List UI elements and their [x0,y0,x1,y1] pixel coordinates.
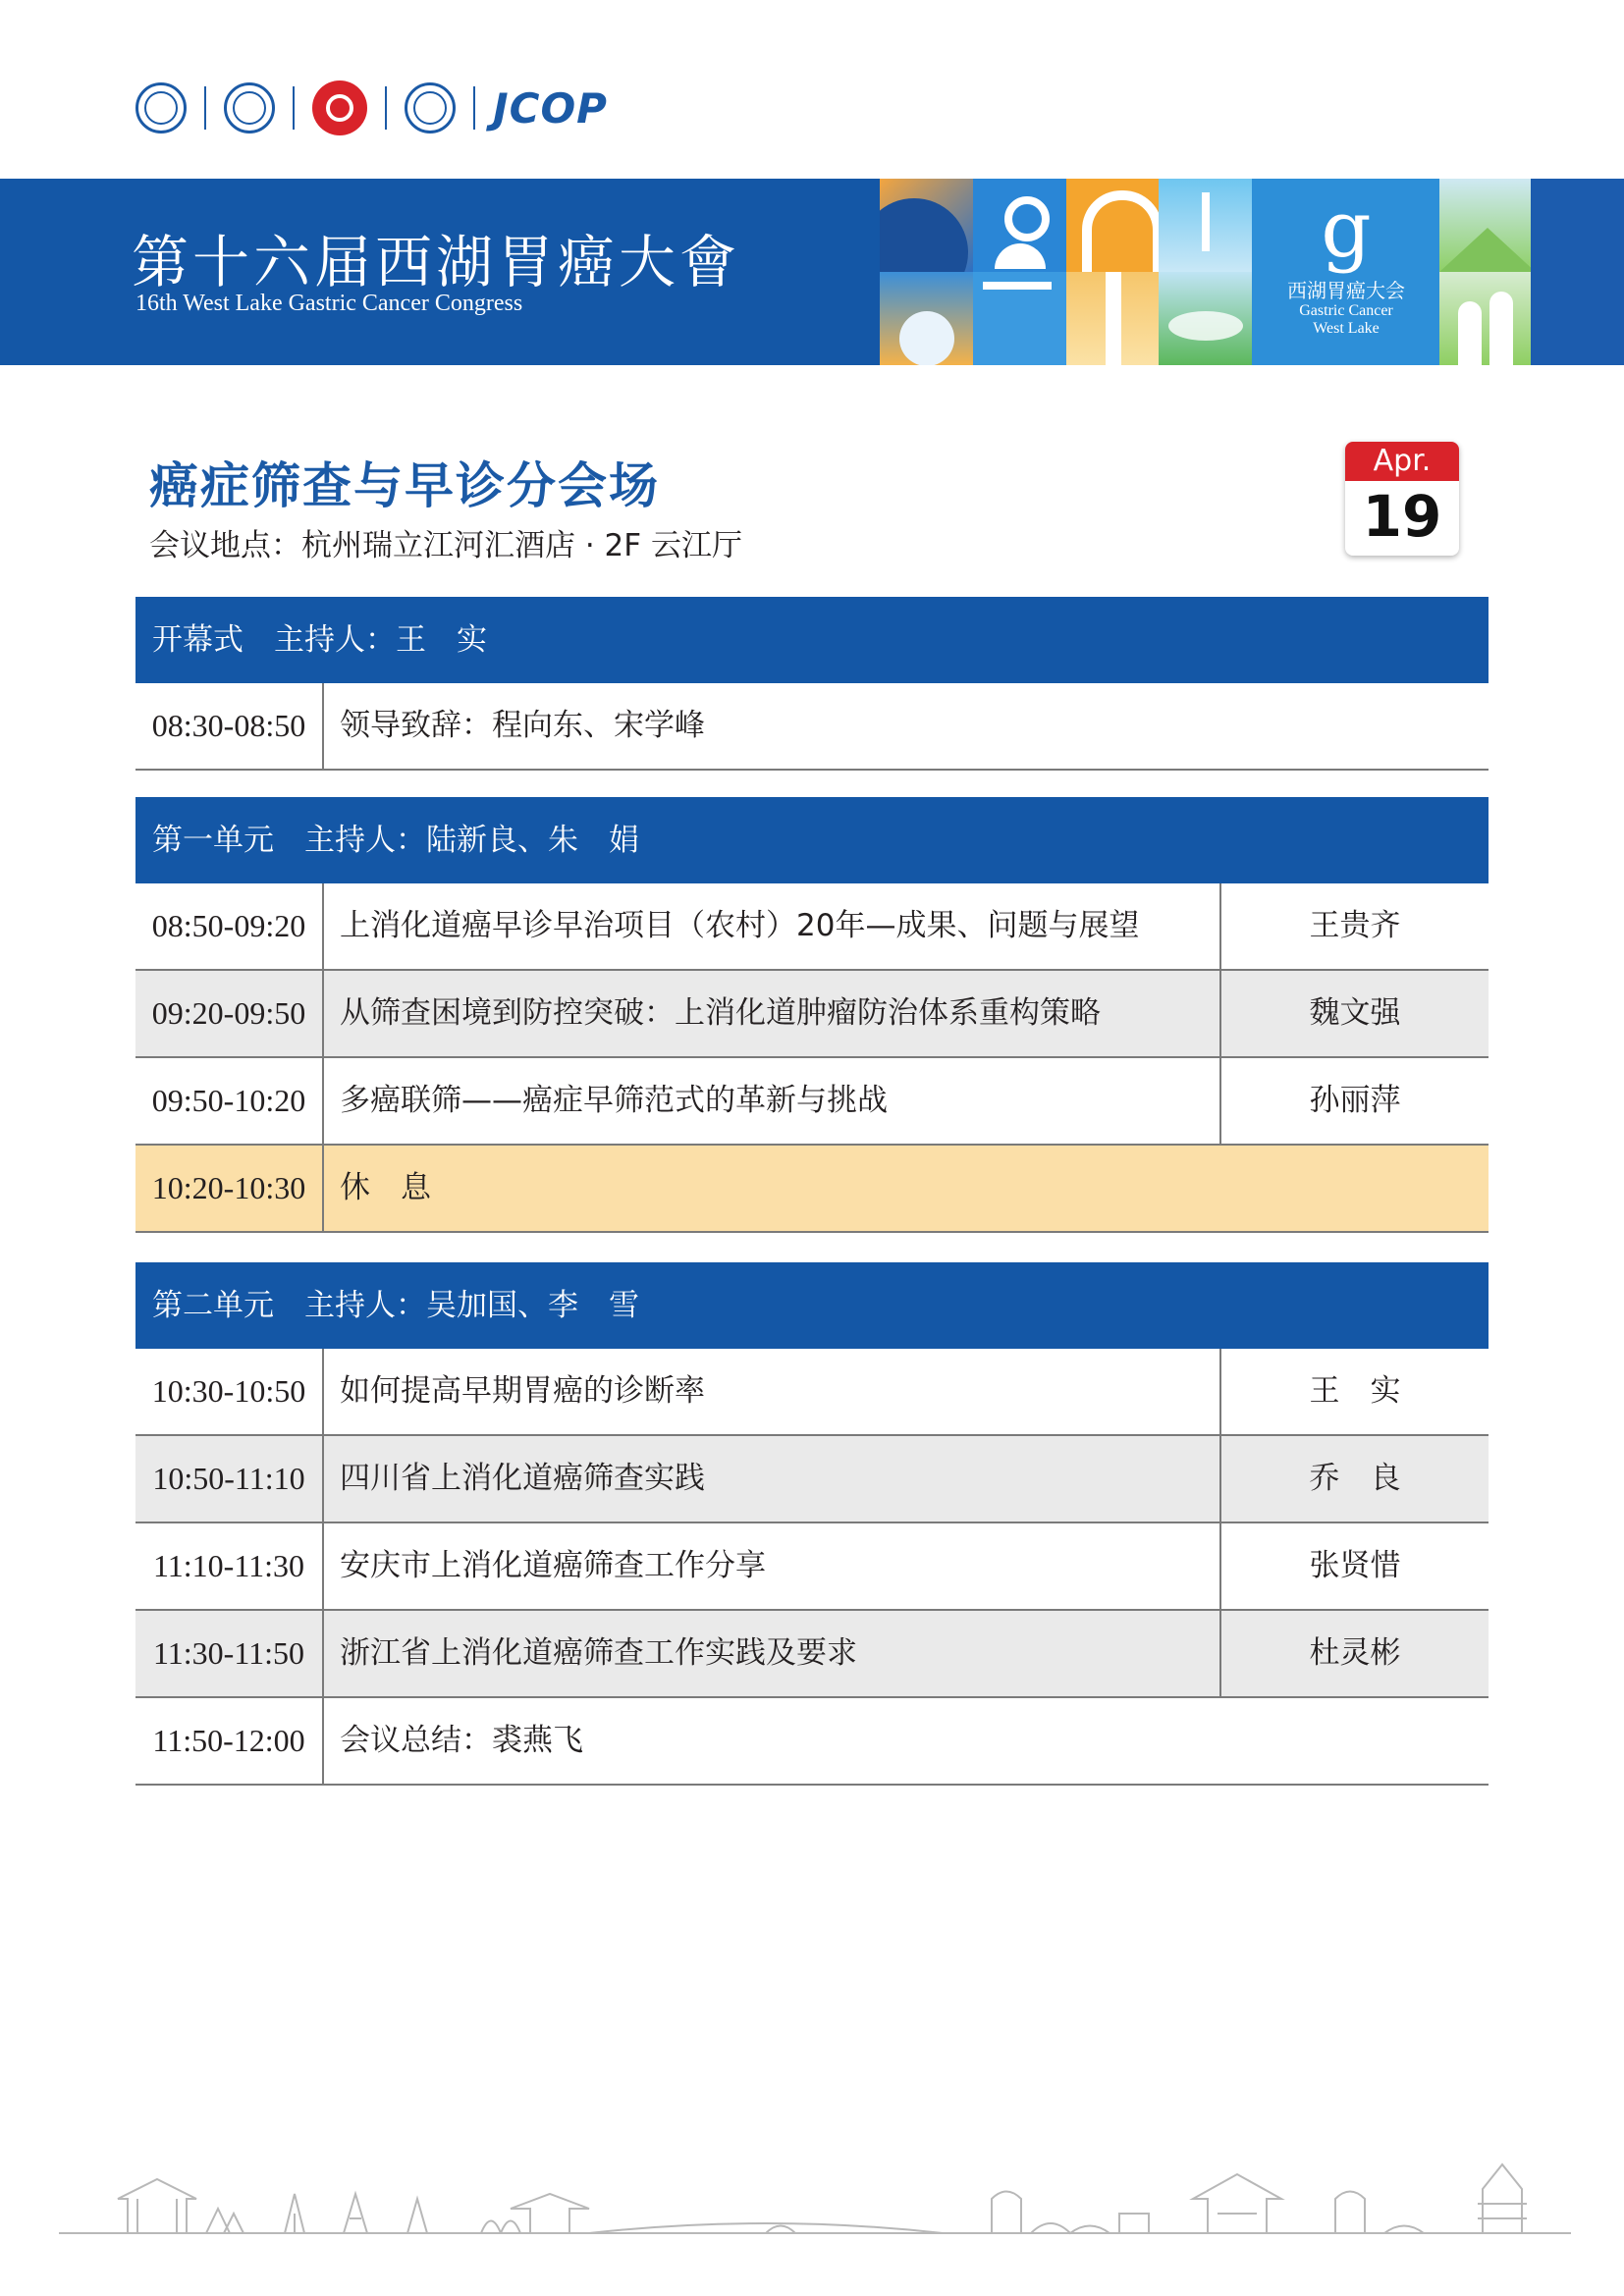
logo-divider [385,86,387,130]
row-topic: 如何提高早期胃癌的诊断率 [340,1373,705,1409]
table-row [135,1523,1489,1611]
banner-mosaic [880,179,1624,365]
society-logo-2 [224,82,275,133]
logo-divider [293,86,295,130]
congress-title: 第十六届西湖胃癌大會 [132,229,741,295]
row-topic: 领导致辞：程向东、宋学峰 [340,708,705,743]
logo-divider [204,86,206,130]
row-topic: 多癌联筛——癌症早筛范式的革新与挑战 [340,1083,888,1118]
row-time: 08:30-08:50 [135,683,324,769]
row-speaker: 孙丽萍 [1219,1058,1489,1144]
table-row [135,1058,1489,1146]
table-row [135,883,1489,971]
row-speaker: 王 实 [1219,1349,1489,1434]
date-day: 19 [1362,483,1442,550]
row-topic: 会议总结：裘燕飞 [340,1723,583,1758]
society-logo-3 [312,80,367,135]
section-header-unit-2: 第二单元 主持人：吴加国、李 雪 [135,1262,1489,1349]
table-row [135,1349,1489,1436]
row-topic: 休 息 [340,1170,431,1205]
row-speaker: 杜灵彬 [1219,1611,1489,1696]
congress-subtitle: 16th West Lake Gastric Cancer Congress [135,291,523,316]
row-time: 11:30-11:50 [135,1611,324,1696]
date-month: Apr. [1345,442,1459,481]
row-time: 10:20-10:30 [135,1146,324,1231]
break-row [135,1146,1489,1233]
table-row [135,971,1489,1058]
row-speaker: 王贵齐 [1219,883,1489,969]
row-speaker: 魏文强 [1219,971,1489,1056]
society-logo-4 [405,82,456,133]
emblem-g-mark: g [1321,184,1372,275]
row-speaker: 乔 良 [1219,1436,1489,1522]
table-row [135,1611,1489,1698]
session-title: 癌症筛查与早诊分会场 [149,456,660,514]
logo-divider [473,86,475,130]
row-topic: 安庆市上消化道癌筛查工作分享 [340,1548,766,1583]
section-header-opening: 开幕式 主持人：王 实 [135,597,1489,683]
emblem-cn-label: 西湖胃癌大会 [1287,279,1405,302]
table-row [135,683,1489,771]
date-calendar-badge [1345,442,1459,556]
row-time: 11:50-12:00 [135,1698,324,1784]
emblem-en-label-2: West Lake [1313,320,1380,337]
row-topic: 浙江省上消化道癌筛查工作实践及要求 [340,1635,857,1671]
row-topic: 从筛查困境到防控突破：上消化道肿瘤防治体系重构策略 [340,995,1101,1031]
row-speaker: 张贤惜 [1219,1523,1489,1609]
session-venue: 会议地点：杭州瑞立江河汇酒店 · 2F 云江厅 [149,528,742,563]
sponsor-logos [135,79,608,137]
row-topic: 四川省上消化道癌筛查实践 [340,1461,705,1496]
west-lake-emblem [1253,179,1439,365]
row-time: 08:50-09:20 [135,883,324,969]
society-logo-1 [135,82,187,133]
jcop-logo: JCOP [493,83,608,133]
row-time: 10:50-11:10 [135,1436,324,1522]
row-time: 10:30-10:50 [135,1349,324,1434]
row-time: 11:10-11:30 [135,1523,324,1609]
row-time: 09:20-09:50 [135,971,324,1056]
agenda-table [135,597,1489,1786]
row-topic: 上消化道癌早诊早治项目（农村）20年—成果、问题与展望 [340,908,1140,943]
table-row [135,1698,1489,1786]
row-time: 09:50-10:20 [135,1058,324,1144]
table-row [135,1436,1489,1523]
west-lake-skyline-illustration [0,2140,1624,2258]
emblem-en-label-1: Gastric Cancer [1299,302,1393,319]
section-header-unit-1: 第一单元 主持人：陆新良、朱 娟 [135,797,1489,883]
